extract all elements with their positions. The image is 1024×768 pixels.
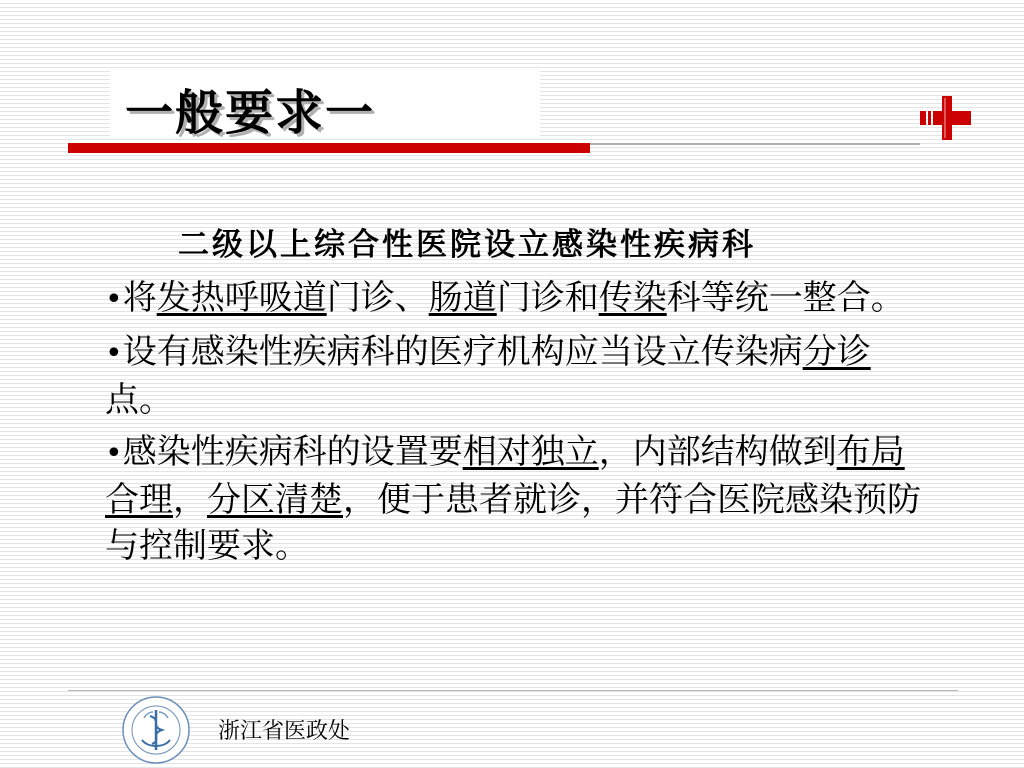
emphasized-text: 分诊	[802, 332, 871, 372]
title-underline-gray	[590, 143, 920, 145]
paragraph-text: 门诊和	[496, 278, 599, 318]
paragraph-text: 将	[122, 278, 157, 318]
slide-title: 一般要求一	[125, 85, 376, 141]
hospital-emblem-logo	[120, 694, 192, 766]
bullet-paragraph	[105, 329, 935, 423]
paragraph-text: ，	[173, 480, 207, 520]
paragraph-text: 设有感染性疾病科的医疗机构应当设立传染病	[122, 332, 803, 372]
paragraph-text: 感染性疾病科的设置要	[122, 432, 463, 472]
paragraph-text: 门诊、	[326, 278, 429, 318]
emphasized-text: 发热呼吸道	[156, 278, 327, 318]
footer-organization: 浙江省医政处	[218, 719, 351, 744]
paragraph-text: ，便于患者就诊，并符合医院感染预防与控制要求。	[105, 480, 921, 566]
paragraph-text: ，内部结构做到	[598, 432, 837, 472]
paragraph-text: 点。	[105, 380, 173, 420]
bullet-marker: •	[105, 336, 123, 371]
emphasized-text: 相对独立	[462, 432, 599, 472]
bullet-marker: •	[105, 436, 123, 471]
emphasized-text: 分区清楚	[207, 480, 343, 520]
bullet-marker: •	[105, 282, 123, 317]
bullet-paragraph	[105, 429, 935, 569]
emphasized-text: 布局合理	[105, 432, 905, 520]
bullet-list	[105, 275, 935, 575]
title-underline-red	[68, 143, 590, 153]
emphasized-text: 肠道	[428, 278, 497, 318]
footer-divider	[68, 690, 958, 691]
bullet-paragraph	[105, 275, 935, 323]
emphasized-text: 传染	[598, 278, 667, 318]
red-cross-icon	[920, 94, 972, 142]
paragraph-text: 科等统一整合。	[666, 278, 905, 318]
slide-subtitle: 二级以上综合性医院设立感染性疾病科	[178, 227, 756, 263]
